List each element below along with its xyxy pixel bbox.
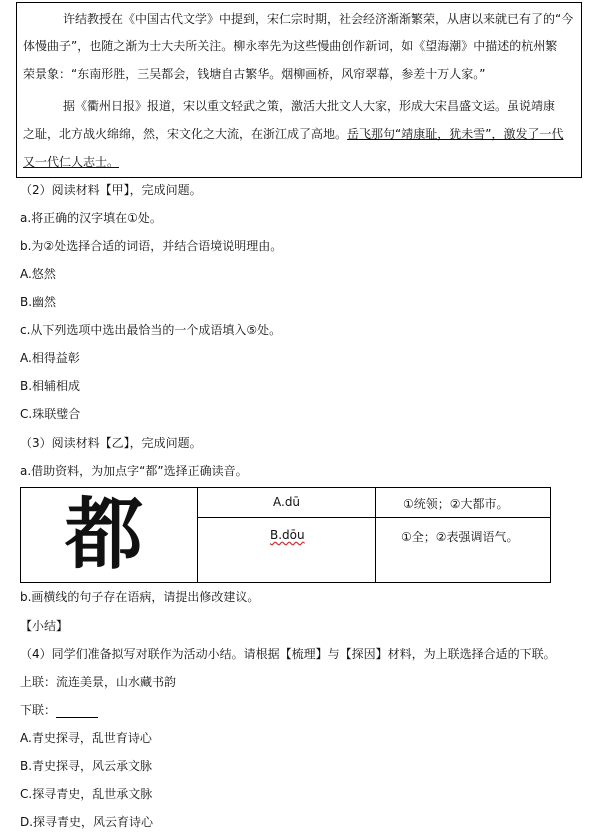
meaning-a: ①统领；②大都市。: [403, 497, 509, 511]
q2-b-option-a: A.悠然: [20, 267, 56, 281]
table-divider: [197, 488, 198, 582]
material-p2-line2: [23, 126, 563, 142]
pron-option-b: B.dōu: [270, 528, 305, 542]
q2-b: b.为②处选择合适的词语，并结合语境说明理由。: [20, 239, 283, 253]
table-divider: [375, 488, 376, 582]
pron-option-a: A.dū: [273, 495, 301, 509]
material-p1-line1: 许结教授在《中国古代文学》中提到，宋仁宗时期，社会经济渐渐繁荣，从唐以来就已有了的“今: [63, 12, 574, 26]
q2-b-option-b: B.幽然: [20, 295, 57, 309]
lower-couplet-label: 下联：: [20, 703, 57, 717]
pronunciation-table: [20, 487, 551, 583]
material-p1-line3: 荣景象：“东南形胜，三吴都会，钱塘自古繁华。烟柳画桥，风帘翠幕，参差十万人家。”: [23, 67, 486, 81]
meaning-b: ①全；②表强调语气。: [401, 530, 519, 544]
q3-b: b.画横线的句子存在语病，请提出修改建议。: [20, 590, 260, 604]
q4-option-d: D.探寻青史，风云育诗心: [20, 815, 154, 829]
q2-c-option-b: B.相辅相成: [20, 379, 81, 393]
material-p1-line2: 体慢曲子”，也随之渐为士大夫所关注。柳永率先为这些慢曲创作新词，如《望海潮》中描述的杭州繁: [23, 39, 558, 53]
underlined-sentence-part1: 岳飞那句“靖康耻，犹未雪”，激发了一代: [347, 127, 564, 141]
q4-option-b: B.青史探寻，风云承文脉: [20, 759, 153, 773]
q2-c: c.从下列选项中选出最恰当的一个成语填入⑤处。: [20, 323, 282, 337]
q4-heading: （4）同学们准备拟写对联作为活动小结。请根据【梳理】与【探因】材料，为上联选择合适的下联。: [20, 647, 556, 661]
q2-c-option-c: C.珠联璧合: [20, 407, 81, 421]
q3-a: a.借助资料，为加点字“都”选择正确读音。: [20, 464, 248, 478]
material-p2-line1: 据《衢州日报》报道，宋以重文轻武之策，激活大批文人大家，形成大宋昌盛文运。虽说靖康: [63, 99, 556, 113]
underlined-sentence-part2: 又一代仁人志士。: [23, 155, 120, 169]
upper-couplet: 上联：流连美景，山水藏书韵: [20, 675, 177, 689]
material-box: [16, 2, 582, 178]
material-p2-line2-plain: 之耻，北方战火绵绵，然，宋文化之大流，在浙江成了高地。: [23, 127, 348, 141]
table-divider: [197, 517, 550, 518]
q4-option-c: C.探寻青史，乱世承文脉: [20, 787, 153, 801]
q4-option-a: A.青史探寻，乱世育诗心: [20, 731, 152, 745]
q2-c-option-a: A.相得益彰: [20, 351, 80, 365]
lower-couplet: [20, 702, 98, 718]
answer-blank[interactable]: [56, 705, 98, 718]
q2-heading: （2）阅读材料【甲】，完成问题。: [20, 183, 202, 197]
q3-heading: （3）阅读材料【乙】，完成问题。: [20, 436, 202, 450]
q2-a: a.将正确的汉字填在①处。: [20, 211, 162, 225]
summary-heading: 【小结】: [20, 619, 69, 633]
calligraphy-char: 都: [65, 489, 144, 580]
